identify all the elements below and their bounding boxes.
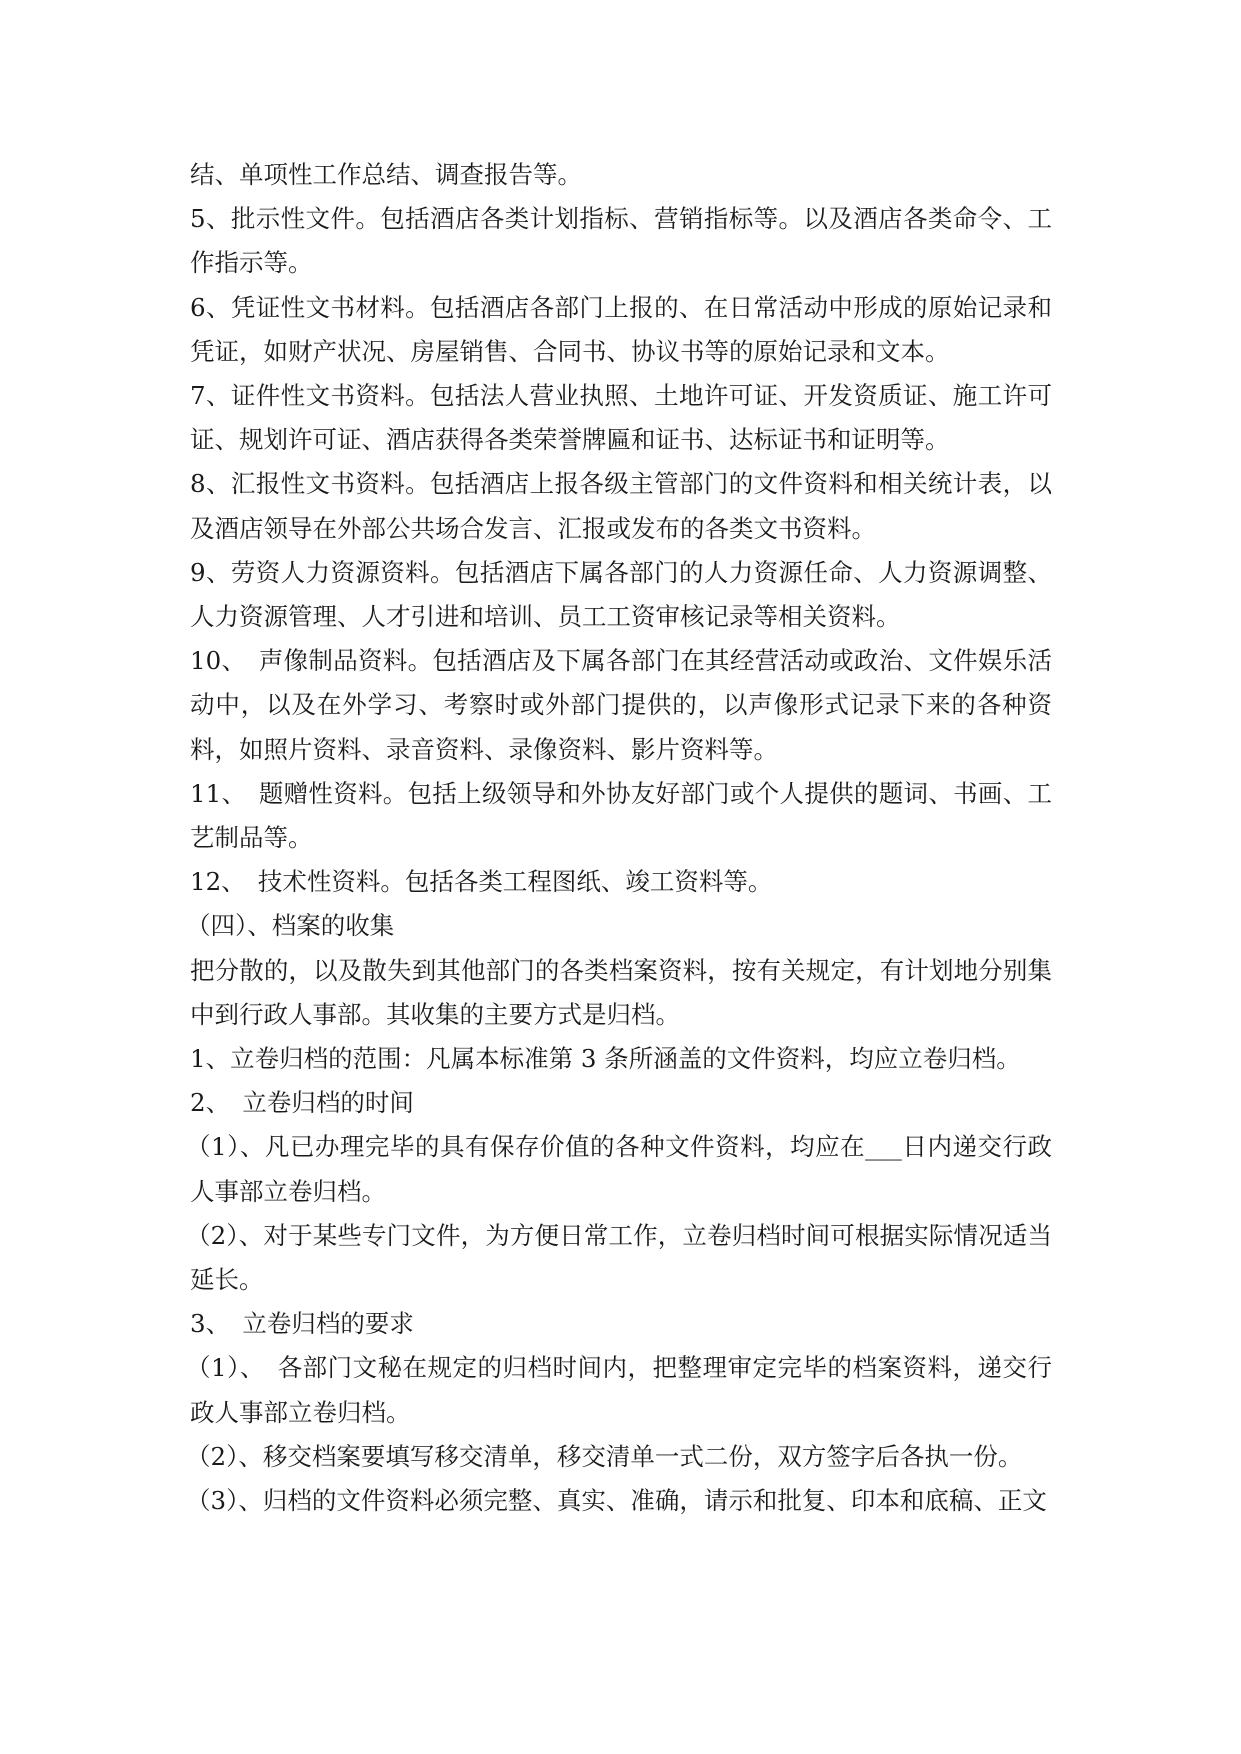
paragraph-item-6: 6、凭证性文书材料。包括酒店各部门上报的、在日常活动中形成的原始记录和凭证，如财产状况、房屋销售、合同书、协议书等的原始记录和文本。 (190, 292, 1052, 366)
document-body (186, 153, 1052, 1523)
paragraph-item-9: 9、劳资人力资源资料。包括酒店下属各部门的人力资源任命、人力资源调整、人力资源管理、人才引进和培训、员工工资审核记录等相关资料。 (190, 557, 1052, 632)
paragraph-item-11: 11、 题赠性资料。包括上级领导和外协友好部门或个人提供的题词、书画、工艺制品等。 (190, 778, 1052, 853)
paragraph-item-7: 7、证件性文书资料。包括法人营业执照、土地许可证、开发资质证、施工许可证、规划许可证、酒店获得各类荣誉牌匾和证书、达标证书和证明等。 (190, 381, 1052, 455)
paragraph-item-12: 12、 技术性资料。包括各类工程图纸、竣工资料等。 (190, 867, 773, 897)
paragraph-requirement-2: （2）、移交档案要填写移交清单，移交清单一式二份，双方签字后各执一份。 (186, 1441, 1023, 1471)
paragraph-filing-scope: 1、立卷归档的范围：凡属本标准第 3 条所涵盖的文件资料，均应立卷归档。 (190, 1044, 1021, 1074)
paragraph-filing-time-1: （1）、凡已办理完毕的具有保存价值的各种文件资料，均应在___日内递交行政人事部立卷归档。 (186, 1132, 1052, 1206)
paragraph-filing-time-2: （2）、对于某些专门文件，为方便日常工作，立卷归档时间可根据实际情况适当延长。 (186, 1220, 1052, 1295)
paragraph-item-10: 10、 声像制品资料。包括酒店及下属各部门在其经营活动或政治、文件娱乐活动中，以及在外学习、考察时或外部门提供的，以声像形式记录下来的各种资料，如照片资料、录音资料、录像资料、影片资料等。 (190, 646, 1052, 764)
paragraph-summary-types: 结、单项性工作总结、调查报告等。 (190, 160, 582, 189)
section-heading-4: （四）、档案的收集 (186, 911, 395, 941)
paragraph-item-5: 5、批示性文件。包括酒店各类计划指标、营销指标等。以及酒店各类命令、工作指示等。 (190, 204, 1052, 278)
paragraph-requirement-3: （3）、归档的文件资料必须完整、真实、准确，请示和批复、印本和底稿、正文 (186, 1486, 1047, 1516)
paragraph-requirement-1: （1）、 各部门文秘在规定的归档时间内，把整理审定完毕的档案资料，递交行政人事部立卷归档。 (186, 1353, 1052, 1427)
paragraph-filing-requirements-heading: 3、 立卷归档的要求 (190, 1309, 414, 1339)
paragraph-filing-time-heading: 2、 立卷归档的时间 (190, 1088, 414, 1118)
paragraph-collection-intro: 把分散的，以及散失到其他部门的各类档案资料，按有关规定，有计划地分别集中到行政人事部。其收集的主要方式是归档。 (190, 955, 1052, 1029)
paragraph-item-8: 8、汇报性文书资料。包括酒店上报各级主管部门的文件资料和相关统计表，以及酒店领导在外部公共场合发言、汇报或发布的各类文书资料。 (190, 469, 1052, 543)
